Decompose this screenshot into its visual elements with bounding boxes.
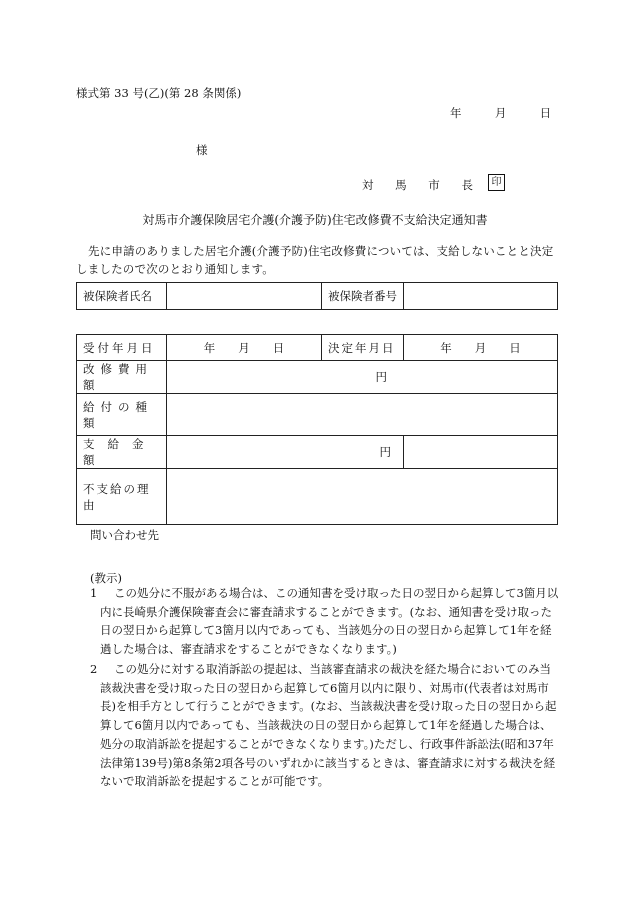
table-row xyxy=(77,335,558,361)
insured-name-label: 被保険者氏名 xyxy=(77,283,167,310)
date-day: 日 xyxy=(539,106,552,120)
refusal-reason-label: 不支給の理由 xyxy=(77,469,167,525)
decision-date-label: 決定年月日 xyxy=(322,335,404,361)
insured-number-label: 被保険者番号 xyxy=(322,283,404,310)
table-row xyxy=(77,394,558,436)
addressee-suffix: 様 xyxy=(196,143,208,157)
issue-date xyxy=(450,105,551,121)
contact-label: 問い合わせ先 xyxy=(90,528,159,542)
received-date-value: 年 月 日 xyxy=(167,335,322,361)
payment-amount-extra xyxy=(404,436,558,469)
table-row xyxy=(77,469,558,525)
table-row xyxy=(77,361,558,394)
renovation-cost-label: 改修費用額 xyxy=(77,361,167,394)
form-number: 様式第 33 号(乙)(第 28 条関係) xyxy=(76,86,242,100)
notice-item-text: この処分に不服がある場合は、この通知書を受け取った日の翌日から起算して3箇月以内に長崎県介護保険審査会に審査請求することができます。(なお、通知書を受け取った日の翌日から起算して3箇月以内であっても、当該処分の日の翌日から起算して1年を経過した場合は、審査請求をすることができなくなります。) xyxy=(100,586,559,657)
decision-table xyxy=(76,334,558,525)
payment-amount-label: 支給金額 xyxy=(77,436,167,469)
notice-item-number: 2 xyxy=(90,662,98,676)
notice-item-1 xyxy=(90,584,560,659)
benefit-type-field xyxy=(167,394,558,436)
notice-item-text: この処分に対する取消訴訟の提起は、当該審査請求の裁決を経た場合においてのみ当該裁決書を受け取った日の翌日から起算して6箇月以内に限り、対馬市(代表者は対馬市長)を相手方として行うことができます。(なお、当該裁決書を受け取った日の翌日から起算して6箇月以内であっても、当該裁決の日の翌日から起算して1年を経過した場合は、処分の取消訴訟を提起することができなくなります。)ただし、行政事件訴訟法(昭和37年法律第139号)第8条第2項各号のいずれかに該当するときは、審査請求に対する裁決を経ないで取消訴訟を提起することが可能です。 xyxy=(100,662,557,789)
table-row xyxy=(77,436,558,469)
date-year: 年 xyxy=(450,106,462,120)
payment-amount-unit: 円 xyxy=(167,436,404,469)
intro-paragraph: 先に申請のありました居宅介護(介護予防)住宅改修費については、支給しないことと決定しましたので次のとおり通知します。 xyxy=(76,244,554,276)
notice-item-number: 1 xyxy=(90,586,98,600)
document-title: 対馬市介護保険居宅介護(介護予防)住宅改修費不支給決定通知書 xyxy=(142,213,488,227)
received-date-label: 受付年月日 xyxy=(77,335,167,361)
benefit-type-label: 給付の種類 xyxy=(77,394,167,436)
date-month: 月 xyxy=(494,106,507,120)
notice-item-2 xyxy=(90,660,560,791)
insured-name-field xyxy=(167,283,322,310)
table-row xyxy=(77,283,558,310)
insured-number-field xyxy=(404,283,558,310)
refusal-reason-field xyxy=(167,469,558,525)
renovation-cost-unit: 円 xyxy=(167,361,558,394)
insured-info-table xyxy=(76,282,558,310)
issuer-name: 対 馬 市 長 xyxy=(362,178,482,192)
notice-heading: (教示) xyxy=(90,571,122,585)
seal-mark: 印 xyxy=(488,174,505,191)
decision-date-value: 年 月 日 xyxy=(404,335,558,361)
